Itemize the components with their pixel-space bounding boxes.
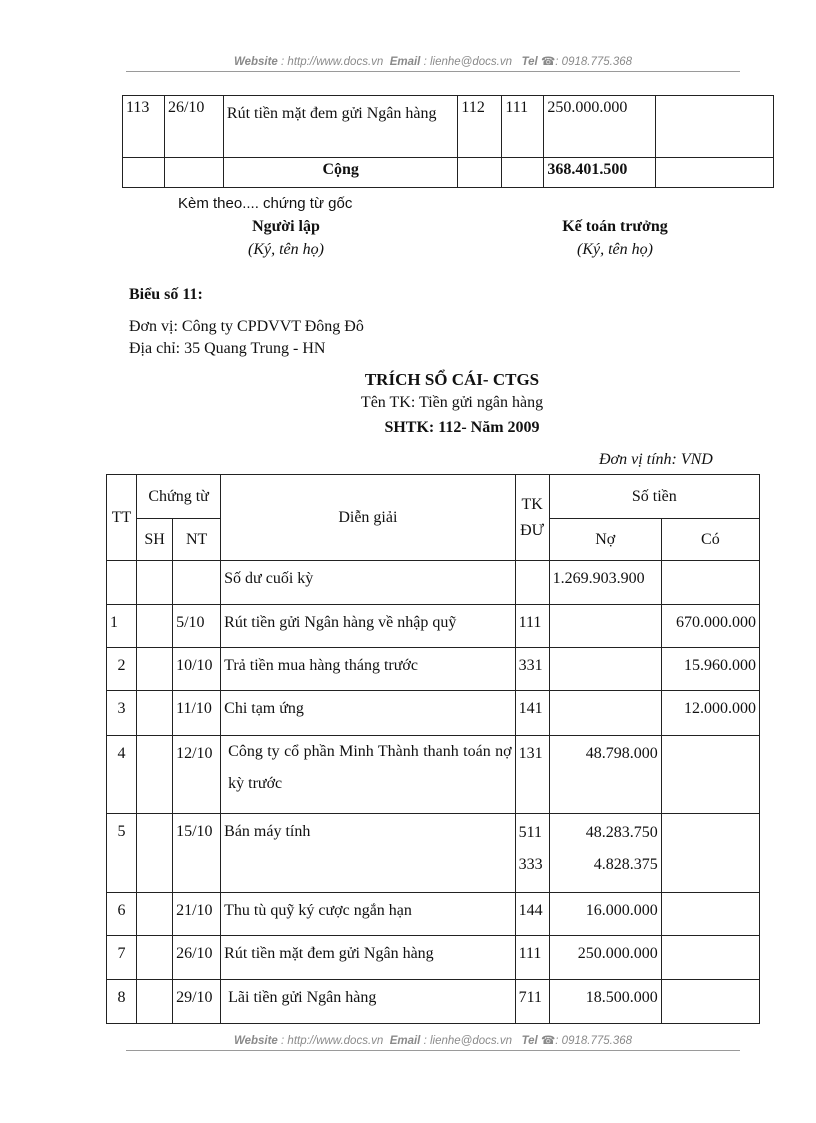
row-desc: Thu tù quỹ ký cược ngắn hạn <box>221 893 515 936</box>
cell-desc: Rút tiền mặt đem gửi Ngân hàng <box>223 96 457 158</box>
col-chung-tu: Chứng từ <box>137 475 221 519</box>
total-row <box>123 158 774 188</box>
row-no: 250.000.000 <box>549 936 661 980</box>
row-tt: 4 <box>107 736 137 814</box>
tel-label: Tel <box>521 1035 538 1047</box>
row-tt: 6 <box>107 893 137 936</box>
attach-note: Kèm theo.... chứng từ gốc <box>178 195 353 212</box>
email-address[interactable]: : lienhe@docs.vn <box>423 56 512 68</box>
col-sh: SH <box>137 519 173 561</box>
tel-number: : 0918.775.368 <box>555 56 633 68</box>
tel-label: Tel <box>521 56 538 68</box>
table-row <box>107 980 760 1024</box>
row-nt: 29/10 <box>173 980 221 1024</box>
col-no: Nợ <box>549 519 661 561</box>
currency-note: Đơn vị tính: VND <box>599 451 713 468</box>
col-so-tien: Số tiền <box>549 475 759 519</box>
ledger-table <box>106 474 760 1024</box>
table-row <box>107 691 760 736</box>
total-amount: 368.401.500 <box>544 158 656 188</box>
table-row <box>107 736 760 814</box>
row-nt: 12/10 <box>173 736 221 814</box>
account-code: SHTK: 112- Năm 2009 <box>384 419 540 436</box>
row-co <box>661 936 759 980</box>
email-address[interactable]: : lienhe@docs.vn <box>423 1035 512 1047</box>
row-nt: 5/10 <box>173 605 221 648</box>
row-desc: Bán máy tính <box>221 814 515 893</box>
table-row <box>107 936 760 980</box>
row-no-2: 4.828.375 <box>593 856 658 873</box>
row-tk: 711 <box>515 980 549 1024</box>
tel-number: : 0918.775.368 <box>555 1035 633 1047</box>
page-footer <box>126 1033 740 1051</box>
row-no: 48.283.750 <box>585 824 658 841</box>
previous-table <box>122 95 774 188</box>
col-tk-du: TK ĐƯ <box>515 475 549 561</box>
header-row <box>107 475 760 519</box>
opening-label: Số dư cuối kỳ <box>221 561 515 605</box>
table-row <box>107 814 760 893</box>
total-label: Cộng <box>223 158 457 188</box>
row-co: 670.000.000 <box>661 605 759 648</box>
table-row <box>107 605 760 648</box>
row-co: 15.960.000 <box>661 648 759 691</box>
row-desc: Rút tiền mặt đem gửi Ngân hàng <box>221 936 515 980</box>
opening-no: 1.269.903.900 <box>549 561 661 605</box>
row-desc: Chi tạm ứng <box>221 691 515 736</box>
row-nt: 15/10 <box>173 814 221 893</box>
row-desc: Công ty cổ phần Minh Thành thanh toán nợ kỳ trước <box>221 736 515 814</box>
row-no <box>549 691 661 736</box>
row-nt: 10/10 <box>173 648 221 691</box>
cell-co: 111 <box>502 96 544 158</box>
row-tt: 3 <box>107 691 137 736</box>
cell-amount: 250.000.000 <box>544 96 656 158</box>
row-no: 18.500.000 <box>549 980 661 1024</box>
website-label: Website <box>233 56 278 68</box>
cell-extra <box>656 96 774 158</box>
row-no: 48.798.000 <box>549 736 661 814</box>
row-co <box>661 980 759 1024</box>
row-tk: 511 <box>518 824 542 841</box>
row-co <box>661 736 759 814</box>
email-label: Email <box>389 1035 421 1047</box>
row-tt: 1 <box>107 605 137 648</box>
row-nt: 11/10 <box>173 691 221 736</box>
row-tt: 2 <box>107 648 137 691</box>
account-name: Tên TK: Tiền gửi ngân hàng <box>360 394 544 411</box>
row-no <box>549 605 661 648</box>
form-label: Biểu số 11: <box>129 286 203 303</box>
table-row <box>107 648 760 691</box>
row-no <box>549 648 661 691</box>
row-no: 16.000.000 <box>549 893 661 936</box>
row-tk-2: 333 <box>518 856 543 873</box>
row-co: 12.000.000 <box>661 691 759 736</box>
row-tk: 144 <box>515 893 549 936</box>
col-co: Có <box>661 519 759 561</box>
row-tt: 7 <box>107 936 137 980</box>
preparer-title: Người lập <box>252 218 320 235</box>
chief-accountant-note: (Ký, tên họ) <box>577 241 653 258</box>
page-title: TRÍCH SỔ CÁI- CTGS <box>364 370 540 389</box>
website-url[interactable]: : http://www.docs.vn <box>281 1035 384 1047</box>
company-address: Địa chỉ: 35 Quang Trung - HN <box>129 340 326 357</box>
row-desc: Trả tiền mua hàng tháng trước <box>221 648 515 691</box>
company-unit: Đơn vị: Công ty CPDVVT Đông Đô <box>129 318 364 335</box>
website-label: Website <box>233 1035 278 1047</box>
row-tk: 131 <box>515 736 549 814</box>
col-dien-giai: Diễn giải <box>221 475 515 561</box>
col-nt: NT <box>173 519 221 561</box>
row-desc: Lãi tiền gửi Ngân hàng <box>221 980 515 1024</box>
cell-sh: 113 <box>123 96 165 158</box>
opening-balance-row <box>107 561 760 605</box>
cell-nt: 26/10 <box>164 96 223 158</box>
row-nt: 21/10 <box>173 893 221 936</box>
table-row <box>123 96 774 158</box>
row-tk: 111 <box>515 936 549 980</box>
row-co <box>661 814 759 893</box>
page-header <box>126 54 740 72</box>
cell-no: 112 <box>458 96 502 158</box>
phone-icon: ☎ <box>540 56 556 68</box>
phone-icon: ☎ <box>540 1035 556 1047</box>
chief-accountant-title: Kế toán trưởng <box>562 218 668 235</box>
col-tt: TT <box>107 475 137 561</box>
row-tk: 111 <box>515 605 549 648</box>
row-tt: 5 <box>107 814 137 893</box>
email-label: Email <box>389 56 421 68</box>
row-tt: 8 <box>107 980 137 1024</box>
table-row <box>107 893 760 936</box>
preparer-note: (Ký, tên họ) <box>248 241 324 258</box>
website-url[interactable]: : http://www.docs.vn <box>281 56 384 68</box>
row-co <box>661 893 759 936</box>
row-tk: 331 <box>515 648 549 691</box>
row-desc: Rút tiền gửi Ngân hàng về nhập quỹ <box>221 605 515 648</box>
row-tk: 141 <box>515 691 549 736</box>
row-nt: 26/10 <box>173 936 221 980</box>
